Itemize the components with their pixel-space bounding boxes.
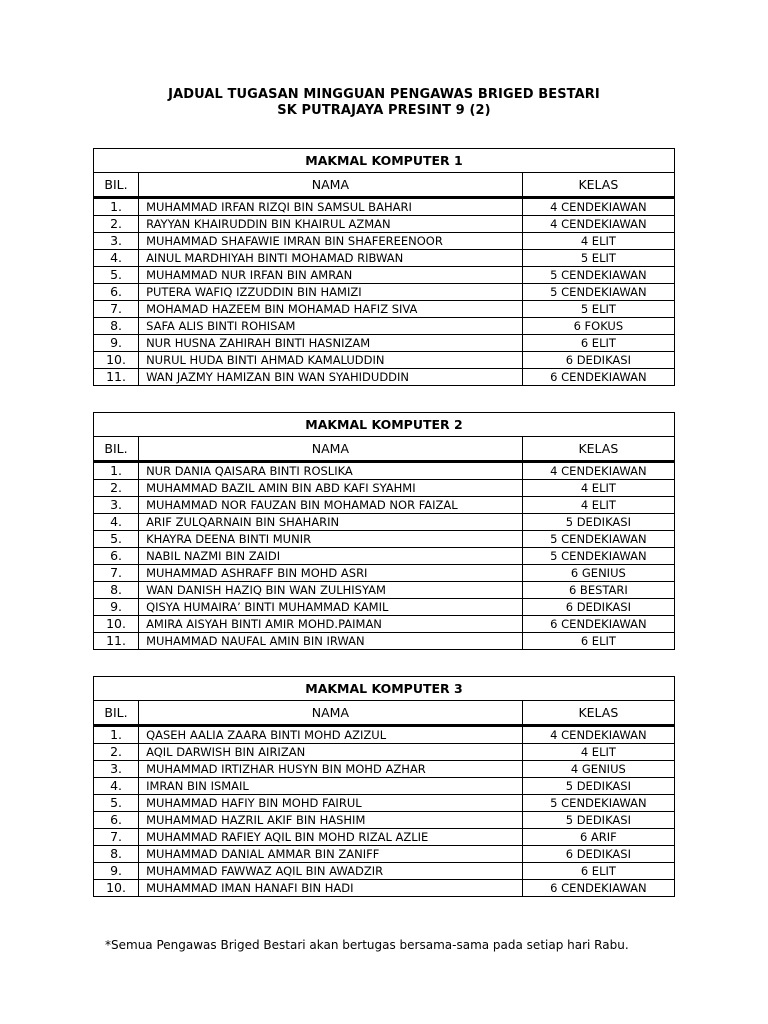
table-row [94, 284, 675, 301]
student-class: 6 CENDEKIAWAN [522, 616, 674, 633]
table-row [94, 514, 675, 531]
row-number: 11. [94, 369, 139, 386]
table-row [94, 462, 675, 480]
student-name: MUHAMMAD IRTIZHAR HUSYN BIN MOHD AZHAR [139, 761, 523, 778]
student-name: MUHAMMAD NAUFAL AMIN BIN IRWAN [139, 633, 523, 650]
lab-title-row [94, 677, 675, 701]
column-header-nama: NAMA [139, 437, 523, 462]
student-name: MUHAMMAD NUR IRFAN BIN AMRAN [139, 267, 523, 284]
lab-title: MAKMAL KOMPUTER 3 [94, 677, 675, 701]
student-name: SAFA ALIS BINTI ROHISAM [139, 318, 523, 335]
student-name: KHAYRA DEENA BINTI MUNIR [139, 531, 523, 548]
row-number: 8. [94, 318, 139, 335]
student-class: 5 ELIT [522, 250, 674, 267]
student-class: 6 GENIUS [522, 565, 674, 582]
column-header-kelas: KELAS [522, 437, 674, 462]
student-name: MUHAMMAD HAFIY BIN MOHD FAIRUL [139, 795, 523, 812]
student-name: QISYA HUMAIRA’ BINTI MUHAMMAD KAMIL [139, 599, 523, 616]
student-name: MUHAMMAD FAWWAZ AQIL BIN AWADZIR [139, 863, 523, 880]
lab-duty-table [93, 412, 675, 650]
column-header-row [94, 437, 675, 462]
student-name: PUTERA WAFIQ IZZUDDIN BIN HAMIZI [139, 284, 523, 301]
student-class: 4 CENDEKIAWAN [522, 462, 674, 480]
row-number: 9. [94, 335, 139, 352]
student-name: ARIF ZULQARNAIN BIN SHAHARIN [139, 514, 523, 531]
row-number: 5. [94, 267, 139, 284]
table-row [94, 531, 675, 548]
table-row [94, 880, 675, 897]
student-name: MUHAMMAD IMAN HANAFI BIN HADI [139, 880, 523, 897]
table-row [94, 318, 675, 335]
student-class: 4 GENIUS [522, 761, 674, 778]
student-name: MUHAMMAD NOR FAUZAN BIN MOHAMAD NOR FAIZAL [139, 497, 523, 514]
row-number: 2. [94, 480, 139, 497]
table-row [94, 250, 675, 267]
student-class: 4 CENDEKIAWAN [522, 726, 674, 744]
row-number: 6. [94, 548, 139, 565]
student-name: NUR DANIA QAISARA BINTI ROSLIKA [139, 462, 523, 480]
student-class: 5 CENDEKIAWAN [522, 795, 674, 812]
column-header-bil: BIL. [94, 701, 139, 726]
student-name: MUHAMMAD RAFIEY AQIL BIN MOHD RIZAL AZLIE [139, 829, 523, 846]
student-name: RAYYAN KHAIRUDDIN BIN KHAIRUL AZMAN [139, 216, 523, 233]
table-row [94, 744, 675, 761]
student-class: 5 CENDEKIAWAN [522, 284, 674, 301]
column-header-kelas: KELAS [522, 173, 674, 198]
student-name: IMRAN BIN ISMAIL [139, 778, 523, 795]
student-class: 5 CENDEKIAWAN [522, 548, 674, 565]
student-name: QASEH AALIA ZAARA BINTI MOHD AZIZUL [139, 726, 523, 744]
student-name: MUHAMMAD IRFAN RIZQI BIN SAMSUL BAHARI [139, 198, 523, 216]
student-name: MUHAMMAD BAZIL AMIN BIN ABD KAFI SYAHMI [139, 480, 523, 497]
lab-duty-table [93, 676, 675, 897]
student-class: 5 DEDIKASI [522, 812, 674, 829]
table-row [94, 565, 675, 582]
lab-title-row [94, 149, 675, 173]
row-number: 9. [94, 599, 139, 616]
table-row [94, 829, 675, 846]
table-row [94, 599, 675, 616]
student-class: 6 CENDEKIAWAN [522, 880, 674, 897]
student-name: MUHAMMAD HAZRIL AKIF BIN HASHIM [139, 812, 523, 829]
lab-title-row [94, 413, 675, 437]
student-class: 4 CENDEKIAWAN [522, 198, 674, 216]
row-number: 2. [94, 216, 139, 233]
table-row [94, 480, 675, 497]
table-row [94, 726, 675, 744]
student-class: 6 DEDIKASI [522, 846, 674, 863]
lab-duty-table [93, 148, 675, 386]
table-row [94, 267, 675, 284]
table-row [94, 795, 675, 812]
row-number: 2. [94, 744, 139, 761]
student-name: NURUL HUDA BINTI AHMAD KAMALUDDIN [139, 352, 523, 369]
student-class: 5 ELIT [522, 301, 674, 318]
student-class: 4 ELIT [522, 744, 674, 761]
row-number: 5. [94, 795, 139, 812]
student-name: NUR HUSNA ZAHIRAH BINTI HASNIZAM [139, 335, 523, 352]
student-class: 6 ELIT [522, 335, 674, 352]
row-number: 3. [94, 497, 139, 514]
row-number: 4. [94, 250, 139, 267]
table-row [94, 233, 675, 250]
student-class: 5 CENDEKIAWAN [522, 531, 674, 548]
document-title: JADUAL TUGASAN MINGGUAN PENGAWAS BRIGED BESTARI [168, 87, 600, 102]
row-number: 3. [94, 761, 139, 778]
student-class: 6 ELIT [522, 633, 674, 650]
row-number: 8. [94, 582, 139, 599]
student-class: 6 ELIT [522, 863, 674, 880]
table-row [94, 548, 675, 565]
student-name: MUHAMMAD SHAFAWIE IMRAN BIN SHAFEREENOOR [139, 233, 523, 250]
column-header-row [94, 701, 675, 726]
student-class: 6 FOKUS [522, 318, 674, 335]
table-row [94, 198, 675, 216]
table-row [94, 846, 675, 863]
row-number: 7. [94, 301, 139, 318]
student-name: NABIL NAZMI BIN ZAIDI [139, 548, 523, 565]
student-class: 4 CENDEKIAWAN [522, 216, 674, 233]
student-class: 4 ELIT [522, 497, 674, 514]
student-class: 5 DEDIKASI [522, 514, 674, 531]
student-class: 6 BESTARI [522, 582, 674, 599]
table-row [94, 352, 675, 369]
row-number: 5. [94, 531, 139, 548]
lab-title: MAKMAL KOMPUTER 1 [94, 149, 675, 173]
table-row [94, 216, 675, 233]
lab-title: MAKMAL KOMPUTER 2 [94, 413, 675, 437]
student-class: 5 DEDIKASI [522, 778, 674, 795]
table-row [94, 369, 675, 386]
student-name: AQIL DARWISH BIN AIRIZAN [139, 744, 523, 761]
student-class: 6 DEDIKASI [522, 352, 674, 369]
table-row [94, 582, 675, 599]
table-row [94, 778, 675, 795]
column-header-nama: NAMA [139, 701, 523, 726]
column-header-nama: NAMA [139, 173, 523, 198]
row-number: 4. [94, 778, 139, 795]
table-row [94, 863, 675, 880]
student-class: 5 CENDEKIAWAN [522, 267, 674, 284]
column-header-bil: BIL. [94, 437, 139, 462]
student-name: WAN DANISH HAZIQ BIN WAN ZULHISYAM [139, 582, 523, 599]
student-class: 4 ELIT [522, 233, 674, 250]
row-number: 8. [94, 846, 139, 863]
table-row [94, 761, 675, 778]
row-number: 1. [94, 462, 139, 480]
row-number: 7. [94, 829, 139, 846]
column-header-row [94, 173, 675, 198]
row-number: 1. [94, 198, 139, 216]
table-row [94, 301, 675, 318]
row-number: 11. [94, 633, 139, 650]
table-row [94, 633, 675, 650]
table-row [94, 335, 675, 352]
row-number: 9. [94, 863, 139, 880]
school-name: SK PUTRAJAYA PRESINT 9 (2) [277, 103, 491, 118]
column-header-kelas: KELAS [522, 701, 674, 726]
table-row [94, 812, 675, 829]
student-name: MUHAMMAD ASHRAFF BIN MOHD ASRI [139, 565, 523, 582]
footnote: *Semua Pengawas Briged Bestari akan bertugas bersama-sama pada setiap hari Rabu. [105, 938, 629, 952]
student-name: AINUL MARDHIYAH BINTI MOHAMAD RIBWAN [139, 250, 523, 267]
student-name: AMIRA AISYAH BINTI AMIR MOHD.PAIMAN [139, 616, 523, 633]
column-header-bil: BIL. [94, 173, 139, 198]
row-number: 6. [94, 812, 139, 829]
row-number: 7. [94, 565, 139, 582]
student-class: 6 CENDEKIAWAN [522, 369, 674, 386]
row-number: 4. [94, 514, 139, 531]
student-name: MUHAMMAD DANIAL AMMAR BIN ZANIFF [139, 846, 523, 863]
table-row [94, 497, 675, 514]
student-name: MOHAMAD HAZEEM BIN MOHAMAD HAFIZ SIVA [139, 301, 523, 318]
student-class: 6 ARIF [522, 829, 674, 846]
row-number: 10. [94, 352, 139, 369]
row-number: 3. [94, 233, 139, 250]
row-number: 6. [94, 284, 139, 301]
student-class: 6 DEDIKASI [522, 599, 674, 616]
student-class: 4 ELIT [522, 480, 674, 497]
row-number: 10. [94, 880, 139, 897]
table-row [94, 616, 675, 633]
student-name: WAN JAZMY HAMIZAN BIN WAN SYAHIDUDDIN [139, 369, 523, 386]
row-number: 1. [94, 726, 139, 744]
row-number: 10. [94, 616, 139, 633]
